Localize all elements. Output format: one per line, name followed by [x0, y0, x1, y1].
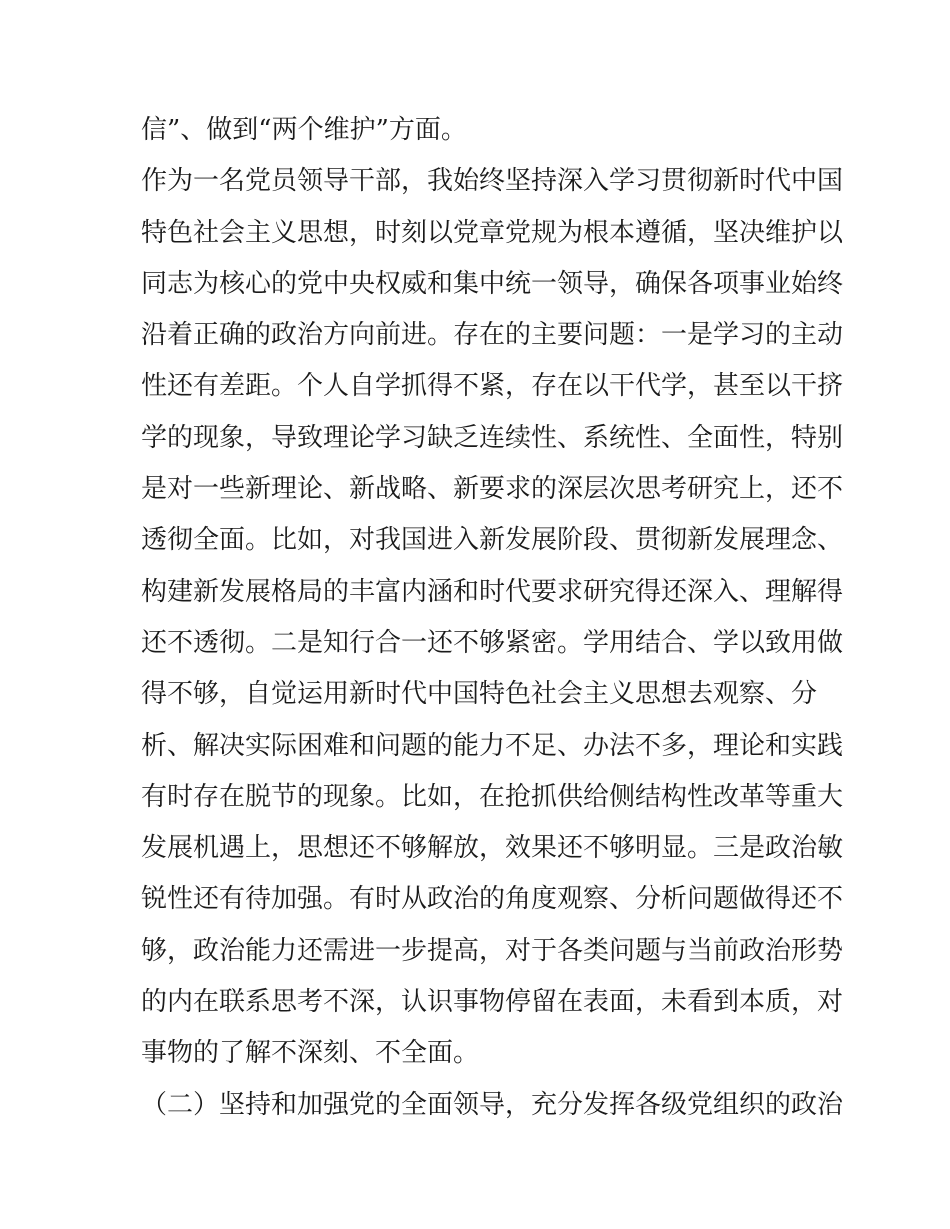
document-body	[141, 105, 844, 1131]
text-line: 是对一些新理论、新战略、新要求的深层次思考研究上，还不	[141, 474, 844, 505]
text-line: 还不透彻。二是知行合一还不够紧密。学用结合、学以致用做	[141, 627, 844, 658]
text-line: 信”、做到“两个维护”方面。	[141, 115, 467, 145]
text-line: 构建新发展格局的丰富内涵和时代要求研究得还深入、理解得	[141, 576, 844, 607]
text-line: 特色社会主义思想，时刻以党章党规为根本遵循，坚决维护以	[141, 217, 844, 248]
text-line: 同志为核心的党中央权威和集中统一领导，确保各项事业始终	[141, 268, 844, 299]
text-line: 发展机遇上，思想还不够解放，效果还不够明显。三是政治敏	[141, 833, 844, 864]
text-line: 透彻全面。比如，对我国进入新发展阶段、贯彻新发展理念、	[141, 525, 844, 556]
section-heading: （二）坚持和加强党的全面领导，充分发挥各级党组织的政治	[141, 1089, 844, 1120]
text-line: 析、解决实际困难和问题的能力不足、办法不多，理论和实践	[141, 730, 844, 761]
text-line: 事物的了解不深刻、不全面。	[141, 1038, 480, 1069]
text-line: 够，政治能力还需进一步提高，对于各类问题与当前政治形势	[141, 935, 844, 966]
text-line: 得不够，自觉运用新时代中国特色社会主义思想去观察、分	[141, 679, 818, 710]
text-line: 锐性还有待加强。有时从政治的角度观察、分析问题做得还不	[141, 884, 844, 915]
text-line: 的内在联系思考不深，认识事物停留在表面，未看到本质，对	[141, 987, 844, 1018]
text-line: 学的现象，导致理论学习缺乏连续性、系统性、全面性，特别	[141, 422, 844, 453]
text-line: 有时存在脱节的现象。比如，在抢抓供给侧结构性改革等重大	[141, 781, 844, 812]
text-line: 性还有差距。个人自学抓得不紧，存在以干代学，甚至以干挤	[141, 371, 844, 402]
text-line: 作为一名党员领导干部，我始终坚持深入学习贯彻新时代中国	[141, 166, 844, 197]
text-line: 沿着正确的政治方向前进。存在的主要问题：一是学习的主动	[141, 320, 844, 351]
